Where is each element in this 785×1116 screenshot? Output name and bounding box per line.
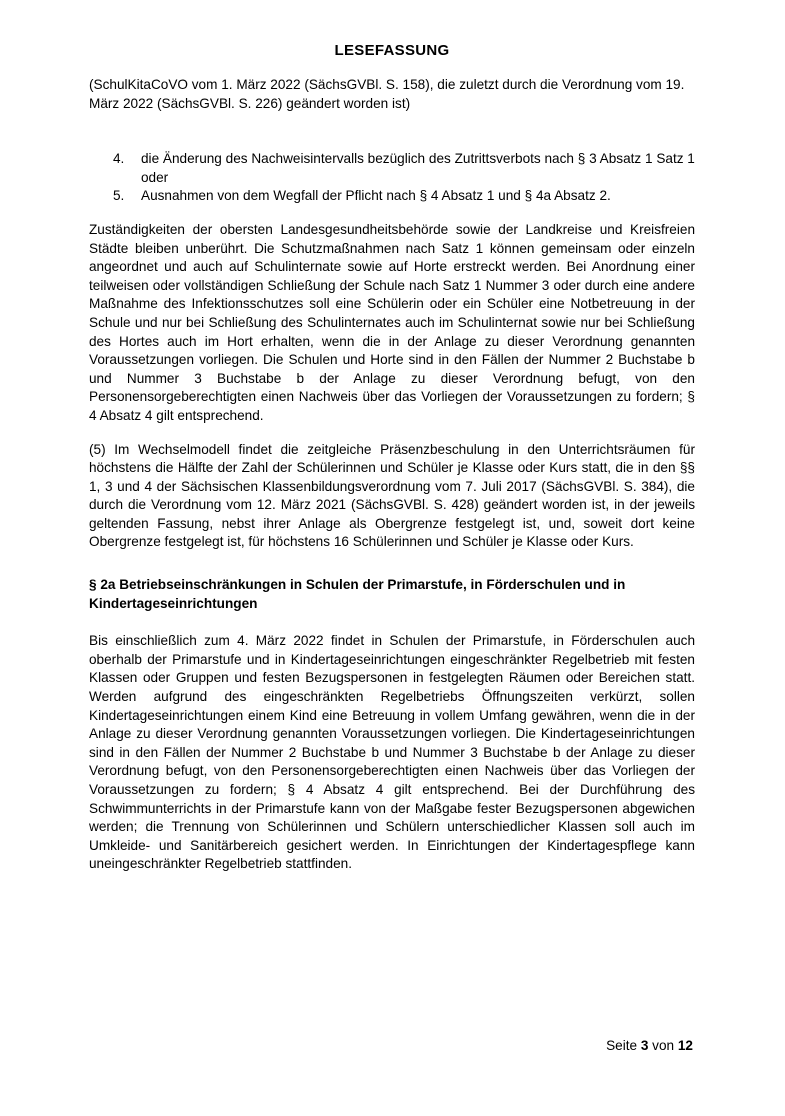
list-item-number: 5. — [113, 188, 125, 204]
list-item — [89, 187, 695, 206]
paragraph-alternating-model: (5) Im Wechselmodell findet die zeitgleiche Präsenzbeschulung in den Unterrichtsräumen für höchstens die Hälfte der Zahl der Schülerinnen und Schüler je Klasse oder Kurs statt, die in den §§ 1, 3 und 4 der Sächsischen Klassenbildungsverordnung vom 7. Juli 2017 (SächsGVBl. S. 384), die durch die Verordnung vom 12. März 2021 (SächsGVBl. S. 428) geändert worden ist, in der jeweils geltenden Fassung, nebst ihrer Anlage als Obergrenze festgelegt ist, und, soweit dort keine Obergrenze festgelegt ist, für höchstens 16 Schülerinnen und Schüler je Klasse oder Kurs. — [89, 441, 695, 550]
paragraph-restrictions: Bis einschließlich zum 4. März 2022 findet in Schulen der Primarstufe, in Förderschulen auch oberhalb der Primarstufe und in Kindertageseinrichtungen eingeschränkter Regelbetrieb mit festen Klassen oder Gruppen und festen Bezugspersonen in festgelegten Räumen oder Bereichen statt. Werden aufgrund des eingeschränkten Regelbetriebs Öffnungszeiten verkürzt, sollen Kindertageseinrichtungen einem Kind eine Betreuung in vollem Umfang gewähren, wenn die in der Anlage zu dieser Verordnung genannten Voraussetzungen vorliegen. Die Kindertageseinrichtungen sind in den Fällen der Nummer 2 Buchstabe b und Nummer 3 Buchstabe b der Anlage zu dieser Verordnung befugt, von den Personensorgeberechtigten einen Nachweis über das Vorliegen der Voraussetzungen zu fordern; § 4 Absatz 4 gilt entsprechend. Bei der Durchführung des Schwimmunterrichts in der Primarstufe kann von der Maßgabe fester Bezugspersonen abgewichen werden; die Trennung von Schülerinnen und Schülern unterschiedlicher Klassen soll auch im Umkleide- und Sanitärbereich gesichert werden. In Einrichtungen der Kindertagespflege kann uneingeschränkter Regelbetrieb stattfinden. — [89, 633, 695, 872]
total-pages: 12 — [677, 1038, 693, 1053]
header-note: (SchulKitaCoVO vom 1. März 2022 (SächsGVBl. S. 158), die zuletzt durch die Verordnung vom 19. März 2022 (SächsGVBl. S. 226) geändert worden ist) — [89, 77, 685, 111]
enumerated-list — [89, 150, 695, 206]
list-item-text: die Änderung des Nachweisintervalls bezüglich des Zutrittsverbots nach § 3 Absatz 1 Satz 1 oder — [141, 151, 695, 185]
page-number — [606, 1037, 693, 1056]
list-item-text: Ausnahmen von dem Wegfall der Pflicht nach § 4 Absatz 1 und § 4a Absatz 2. — [141, 188, 611, 204]
document-page — [89, 42, 695, 889]
section-heading: § 2a Betriebseinschränkungen in Schulen der Primarstufe, in Förderschulen und in Kindertageseinrichtungen — [89, 577, 626, 611]
document-title: LESEFASSUNG — [334, 42, 450, 59]
paragraph-responsibilities: Zuständigkeiten der obersten Landesgesundheitsbehörde sowie der Landkreise und Kreisfreien Städte bleiben unberührt. Die Schutzmaßnahmen nach Satz 1 können gemeinsam oder einzeln angeordnet und auch auf Schulinternate sowie auf Horte erstreckt werden. Bei Anordnung einer teilweisen oder vollständigen Schließung der Schule nach Satz 1 Nummer 3 oder durch eine andere Maßnahme des Infektionsschutzes soll eine Schülerin oder ein Schüler eine Notbetreuung in der Schule und nur bei Schließung des Schulinternates auch im Schulinternat sowie nur bei Schließung des Hortes auch im Hort erhalten, wenn die in der Anlage zu dieser Verordnung genannten Voraussetzungen vorliegen. Die Schulen und Horte sind in den Fällen der Nummer 2 Buchstabe b und Nummer 3 Buchstabe b der Anlage zu dieser Verordnung befugt, von den Personensorgeberechtigten einen Nachweis über das Vorliegen der Voraussetzungen zu fordern; § 4 Absatz 4 gilt entsprechend. — [89, 221, 695, 423]
list-item-number: 4. — [113, 151, 125, 167]
page-of-label: von — [652, 1038, 675, 1053]
current-page: 3 — [640, 1038, 649, 1053]
list-item — [89, 150, 695, 187]
page-label: Seite — [606, 1038, 638, 1053]
